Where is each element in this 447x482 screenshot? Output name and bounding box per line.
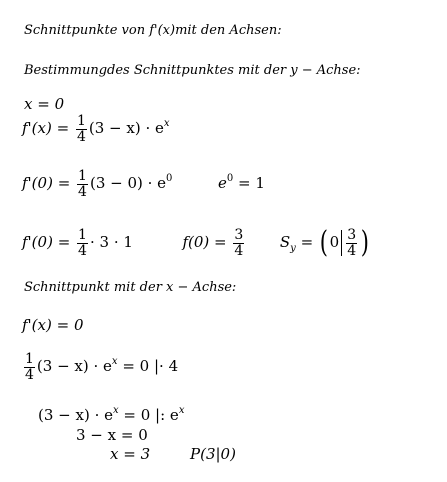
open-paren: (: [319, 225, 328, 261]
point-separator: [341, 230, 342, 256]
equation-quarter-times: [22, 352, 178, 382]
fraction-numerator: 3: [234, 227, 244, 243]
equation-term: (3 − 0) · e: [89, 174, 167, 193]
fraction-numerator: 3: [347, 227, 357, 243]
fraction-one-quarter: [77, 169, 88, 199]
equation-fprime-x: [22, 114, 170, 144]
exponent: x: [113, 405, 119, 416]
equation-divide-ex: [38, 405, 185, 424]
fraction-numerator: 1: [78, 168, 87, 184]
heading-bestimmung-y-achse: Bestimmungdes Schnittpunktes mit der y − Achse:: [24, 63, 361, 78]
equation-text: x = 3: [110, 445, 151, 463]
equation-text: f'(x) = 0: [22, 316, 84, 334]
exponent: x: [163, 118, 170, 130]
sy-subscript: y: [290, 243, 296, 255]
fraction-numerator: 1: [78, 227, 87, 243]
equation-fprime-x-equals-0: [22, 318, 84, 333]
fraction-denominator: 4: [76, 128, 86, 145]
fraction-three-quarters: [233, 228, 244, 258]
fraction-denominator: 4: [347, 242, 357, 259]
equation-rhs: = 0 |· 4: [117, 357, 179, 376]
equation-3-minus-x: [76, 428, 148, 443]
fraction-three-quarters: [346, 228, 357, 258]
equation-x-equals-0: [24, 97, 64, 112]
equation-term: (3 − x) · e: [88, 119, 164, 138]
equation-x-equals-3: [110, 447, 150, 462]
fraction-numerator: 1: [76, 113, 86, 129]
heading-schnittpunkt-x-achse: Schnittpunkt mit der x − Achse:: [24, 280, 237, 295]
exponent: x: [178, 405, 185, 416]
fraction-denominator: 4: [25, 366, 34, 383]
point-p-text: P(3|0): [190, 445, 236, 463]
fraction-denominator: 4: [78, 242, 87, 259]
equation-lhs: f'(0) =: [22, 233, 71, 252]
point-x-coord: 0: [329, 233, 340, 252]
fraction-numerator: 1: [25, 351, 34, 367]
equals-sign: =: [300, 233, 314, 252]
exponent: 0: [226, 173, 234, 185]
e-power-zero-rhs: = 1: [233, 174, 265, 193]
equation-lhs: f'(x) =: [22, 119, 70, 138]
fraction-one-quarter: [24, 352, 35, 382]
fraction-one-quarter: [77, 228, 88, 258]
equation-term: (3 − x) · e: [38, 406, 113, 424]
e-power-zero-base: e: [217, 174, 227, 193]
sy-label: S: [279, 233, 291, 252]
equation-term: (3 − x) · e: [36, 357, 112, 376]
heading-schnittpunkte: Schnittpunkte von f'(x)mit den Achsen:: [24, 23, 282, 38]
equation-text: 3 − x = 0: [76, 426, 148, 444]
exponent: 0: [166, 173, 173, 185]
equation-text: x = 0: [24, 95, 65, 113]
fraction-denominator: 4: [234, 242, 244, 259]
equation-term: · 3 · 1: [89, 233, 133, 252]
equation-fprime-0: [22, 169, 265, 199]
point-p: [190, 447, 236, 462]
f0-lhs: f(0) =: [182, 233, 227, 252]
exponent: x: [111, 356, 118, 368]
equation-rhs: = 0 |: e: [118, 406, 179, 424]
fraction-denominator: 4: [78, 183, 87, 200]
equation-fprime-0-result: [22, 225, 371, 261]
close-paren: ): [360, 225, 370, 261]
fraction-one-quarter: [76, 114, 87, 144]
equation-lhs: f'(0) =: [22, 174, 71, 193]
